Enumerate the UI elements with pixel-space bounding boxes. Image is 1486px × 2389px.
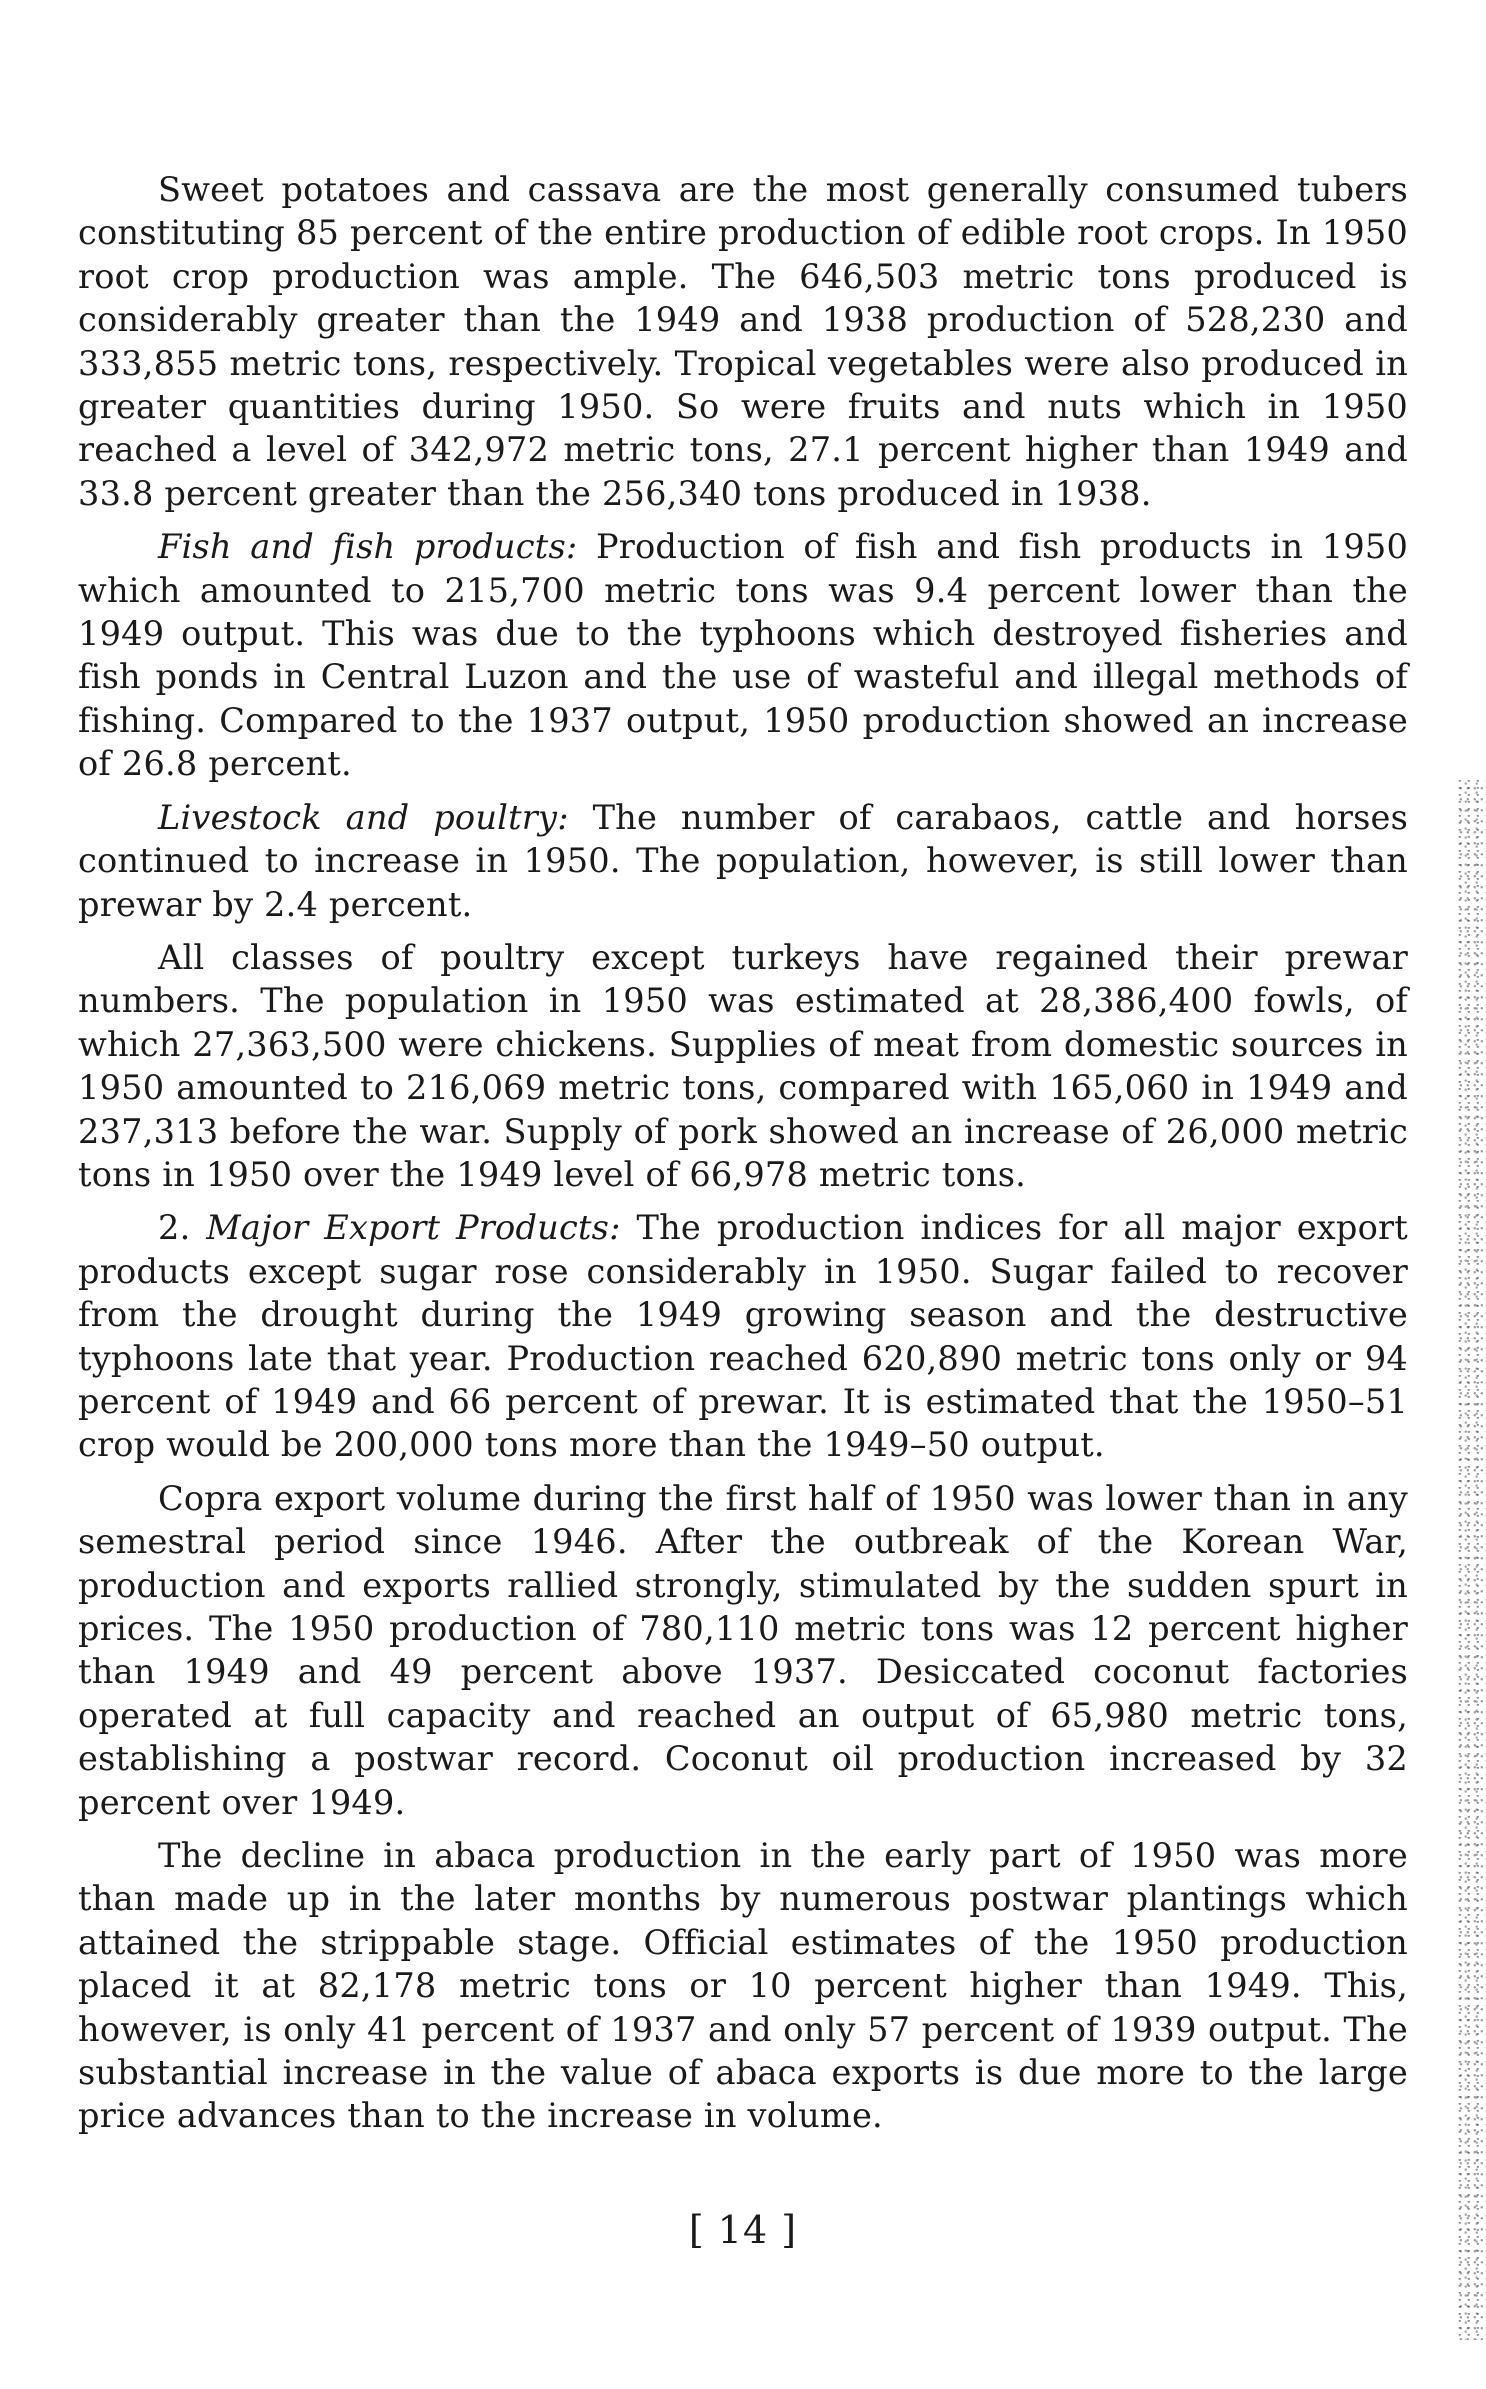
binding-edge-speckle <box>1458 780 1486 2340</box>
paragraph-text: Copra export volume during the first half of 1950 was lower than in any semestral period since 1946. After the outbreak of the Korean War, production and exports rallied strongly, stimulated by the sudden spurt in prices. The 1950 production of 780,110 metric tons was 12 percent higher than 1949 and 49 percent above 1937. Desiccated coconut factories operated at full capacity and reached an output of 65,980 metric tons, establishing a postwar record. Coconut oil production increased by 32 percent over 1949. <box>78 1478 1408 1822</box>
paragraph-text: Sweet potatoes and cassava are the most generally consumed tubers constituting 85 percent of the entire production of edible root crops. In 1950 root crop production was ample. The 646,503 metric tons produced is considerably greater than the 1949 and 1938 production of 528,230 and 333,855 metric tons, respectively. Tropical vegetables were also produced in greater quantities during 1950. So were fruits and nuts which in 1950 reached a level of 342,972 metric tons, 27.1 percent higher than 1949 and 33.8 percent greater than the 256,340 tons produced in 1938. <box>78 170 1408 513</box>
paragraph-lead <box>158 1208 621 1247</box>
paragraph-text: The decline in abaca production in the early part of 1950 was more than made up in the later months by numerous postwar plantings which attained the strippable stage. Official estimates of the 1950 production placed it at 82,178 metric tons or 10 percent higher than 1949. This, however, is only 41 percent of 1937 and only 57 percent of 1939 output. The substantial increase in the value of abaca exports is due more to the large price advances than to the increase in volume. <box>78 1836 1408 2136</box>
section-number: 2. <box>158 1208 207 1248</box>
paragraph-text: The number of carabaos, cattle and horses continued to increase in 1950. The population, however, is still lower than prewar by 2.4 percent. <box>78 797 1409 924</box>
paragraph-poultry <box>78 936 1408 1196</box>
page-number: [ 14 ] <box>688 2208 798 2252</box>
paragraph-text: The production indices for all major export products except sugar rose considerably in 1950. Sugar failed to recover from the drought during the 1949 growing season and the destructive typhoons late that year. Production reached 620,890 metric tons only or 94 percent of 1949 and 66 percent of prewar. It is estimated that the 1950–51 crop would be 200,000 tons more than the 1949–50 output. <box>78 1208 1408 1465</box>
paragraph-major-export-products <box>78 1206 1408 1466</box>
section-heading: Major Export Products: <box>206 1208 621 1248</box>
paragraph-root-crops <box>78 168 1408 515</box>
document-body <box>78 168 1408 2148</box>
paragraph-lead: Livestock and poultry: <box>158 797 569 837</box>
paragraph-lead: Fish and fish products: <box>158 527 578 567</box>
paragraph-text: All classes of poultry except turkeys have regained their prewar numbers. The population in 1950 was estimated at 28,386,400 fowls, of which 27,363,500 were chickens. Supplies of meat from domestic sources in 1950 amounted to 216,069 metric tons, compared with 165,060 in 1949 and 237,313 before the war. Supply of pork showed an increase of 26,000 metric tons in 1950 over the 1949 level of 66,978 metric tons. <box>78 937 1408 1194</box>
paragraph-fish-products <box>78 525 1408 785</box>
paragraph-abaca <box>78 1834 1408 2138</box>
paragraph-copra <box>78 1477 1408 1824</box>
paragraph-text: Production of fish and fish products in 1950 which amounted to 215,700 metric tons was 9.4 percent lower than the 1949 output. This was due to the typhoons which destroyed fisheries and fish ponds in Central Luzon and the use of wasteful and illegal methods of fishing. Compared to the 1937 output, 1950 production showed an increase of 26.8 percent. <box>78 527 1409 784</box>
paragraph-livestock <box>78 796 1408 926</box>
